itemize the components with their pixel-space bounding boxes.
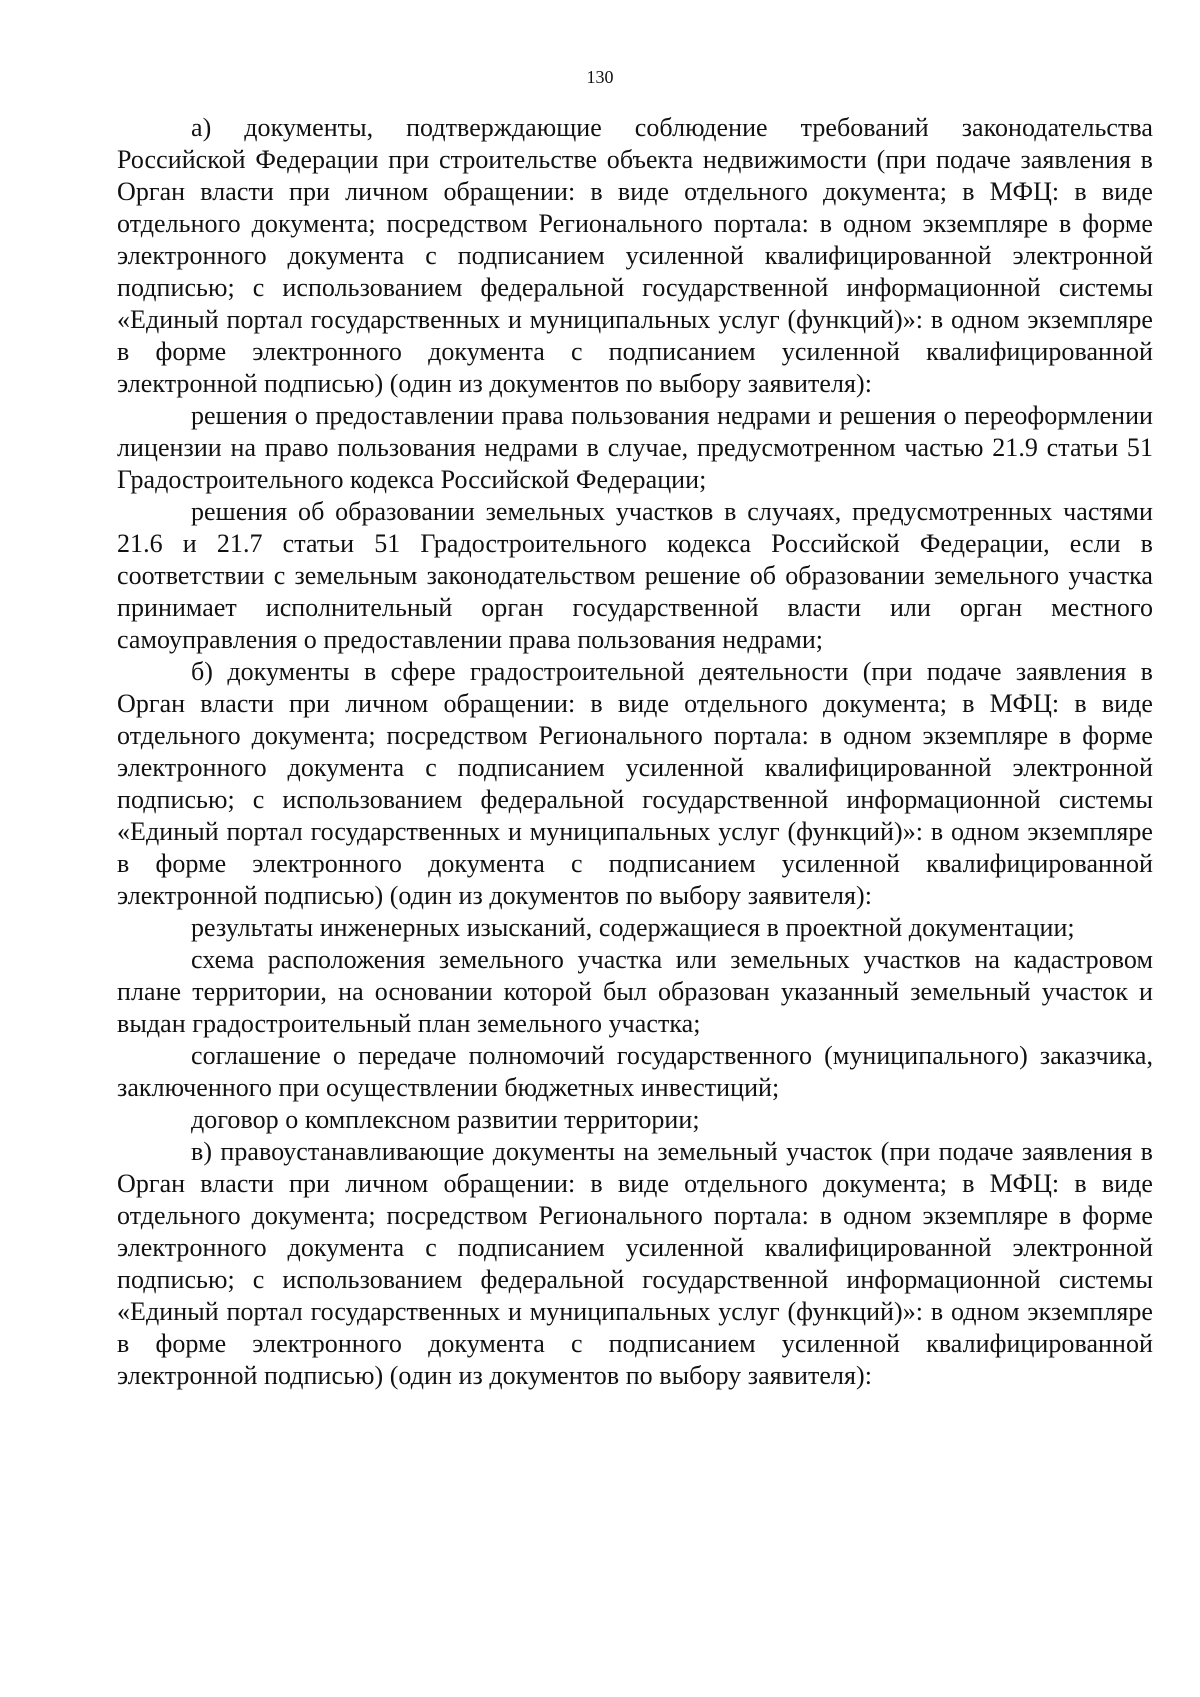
paragraph-land-plot-layout-scheme: схема расположения земельного участка или земельных участков на кадастровом плане территории, на основании которой был образован указанный земельный участок и выдан градостроительный план земельного участка;: [117, 945, 1153, 1038]
paragraph-land-plot-formation-decisions: решения об образовании земельных участков в случаях, предусмотренных частями 21.6 и 21.7 статьи 51 Градостроительного кодекса Российской Федерации, если в соответствии с земельным законодательством решение об образовании земельного участка принимает исполнительный орган государственной власти или орган местного самоуправления о предоставлении права пользования недрами;: [117, 497, 1153, 654]
paragraph-authority-transfer-agreement: соглашение о передаче полномочий государственного (муниципального) заказчика, заключенного при осуществлении бюджетных инвестиций;: [117, 1041, 1153, 1102]
document-body: [117, 112, 1153, 1392]
paragraph-b-urban-planning-documents: б) документы в сфере градостроительной деятельности (при подаче заявления в Орган власти при личном обращении: в виде отдельного документа; в МФЦ: в виде отдельного документа; посредством Регионального портала: в одном экземпляре в форме электронного документа с подписанием усиленной квалифицированной электронной подписью; с использованием федеральной государственной информационной системы «Единый портал государственных и муниципальных услуг (функций)»: в одном экземпляре в форме электронного документа с подписанием усиленной квалифицированной электронной подписью) (один из документов по выбору заявителя):: [117, 657, 1153, 910]
page-number: 130: [586, 67, 614, 87]
paragraph-subsoil-use-decisions: решения о предоставлении права пользования недрами и решения о переоформлении лицензии на право пользования недрами в случае, предусмотренном частью 21.9 статьи 51 Градостроительного кодекса Российской Федерации;: [117, 401, 1153, 494]
paragraph-a-documents-legislation: а) документы, подтверждающие соблюдение требований законодательства Российской Федерации при строительстве объекта недвижимости (при подаче заявления в Орган власти при личном обращении: в виде отдельного документа; в МФЦ: в виде отдельного документа; посредством Регионального портала: в одном экземпляре в форме электронного документа с подписанием усиленной квалифицированной электронной подписью; с использованием федеральной государственной информационной системы «Единый портал государственных и муниципальных услуг (функций)»: в одном экземпляре в форме электронного документа с подписанием усиленной квалифицированной электронной подписью) (один из документов по выбору заявителя):: [117, 113, 1153, 398]
paragraph-v-title-documents: в) правоустанавливающие документы на земельный участок (при подаче заявления в Орган власти при личном обращении: в виде отдельного документа; в МФЦ: в виде отдельного документа; посредством Регионального портала: в одном экземпляре в форме электронного документа с подписанием усиленной квалифицированной электронной подписью; с использованием федеральной государственной информационной системы «Единый портал государственных и муниципальных услуг (функций)»: в одном экземпляре в форме электронного документа с подписанием усиленной квалифицированной электронной подписью) (один из документов по выбору заявителя):: [117, 1137, 1153, 1390]
paragraph-engineering-survey-results: результаты инженерных изысканий, содержащиеся в проектной документации;: [191, 913, 1075, 942]
paragraph-territory-development-contract: договор о комплексном развитии территории;: [191, 1105, 700, 1134]
